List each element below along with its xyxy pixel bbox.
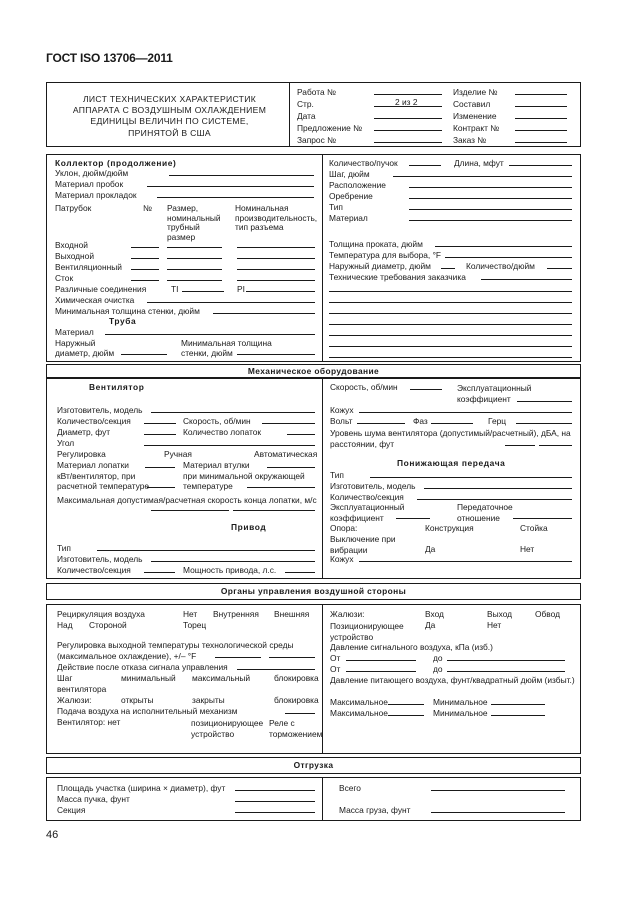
proposal-label: Предложение № — [297, 123, 363, 133]
bundle-mass-field[interactable] — [235, 794, 315, 802]
vibration-yes-option[interactable]: Да — [425, 544, 436, 554]
total-label: Всего — [339, 783, 361, 793]
reducer-ratio-field[interactable] — [513, 511, 572, 519]
phase-label: Фаз — [413, 416, 428, 426]
customer-req-line-3[interactable] — [329, 295, 572, 303]
drain-no-field[interactable] — [131, 273, 159, 281]
date-field[interactable] — [374, 111, 442, 119]
fan-speed-field[interactable] — [262, 416, 315, 424]
noise-design-field[interactable] — [539, 438, 572, 446]
proposal-field[interactable] — [374, 123, 442, 131]
chemical-cleaning-field[interactable] — [147, 295, 315, 303]
drive-casing-field[interactable] — [359, 405, 572, 413]
signal-from-field-2[interactable] — [346, 664, 416, 672]
mechanical-section-title: Механическое оборудование — [247, 366, 380, 376]
reducer-service-label: Эксплуатационный коэффициент — [330, 502, 405, 523]
noise-label: Уровень шума вентилятора (допустимый/расчетный), дБА, на расстоянии, фут — [330, 428, 571, 449]
outlet-temp-field-2[interactable] — [269, 650, 315, 658]
sheet-title: ЛИСТ ТЕХНИЧЕСКИХ ХАРАКТЕРИСТИК АППАРАТА С ВОЗДУШНЫМ ОХЛАЖДЕНИЕМ ЕДИНИЦЫ ВЕЛИЧИН ПО СИСТЕМЕ, ПРИНЯТОЙ В США — [72, 94, 267, 138]
material-field[interactable] — [409, 213, 572, 221]
actuator-air-field[interactable] — [285, 706, 315, 714]
page-value: 2 из 2 — [395, 97, 418, 107]
pitch-lock-option[interactable]: блокировка — [274, 673, 319, 683]
failure-action-label: Действие после отказа сигнала управления — [57, 662, 228, 672]
signal-to-label: до — [433, 653, 443, 663]
mechanical-title-bar — [46, 364, 581, 378]
drain-label: Сток — [55, 273, 74, 283]
supply-max-label: Максимальное — [330, 697, 388, 707]
support-label: Опора: — [330, 523, 358, 533]
rolled-thickness-label: Толщина проката, дюйм — [329, 239, 423, 249]
collector-heading: Коллектор (продолжение) — [55, 158, 177, 168]
reducer-service-field[interactable] — [396, 511, 430, 519]
material-label: Материал — [329, 213, 368, 223]
drive-count-field[interactable] — [144, 565, 175, 573]
date-label: Дата — [297, 111, 316, 121]
drive-casing-label: Кожух — [330, 405, 354, 415]
blade-material-label: Материал лопатки — [57, 460, 129, 470]
outlet-no-field[interactable] — [131, 251, 159, 259]
customer-req-line-6[interactable] — [329, 328, 572, 336]
phase-field[interactable] — [431, 416, 473, 424]
construction-option[interactable]: Конструкция — [425, 523, 474, 533]
signal-from-label: От — [330, 653, 341, 663]
fan-speed-label: Скорость, об/мин — [183, 416, 251, 426]
outlet-label: Выходной — [55, 251, 95, 261]
signal-to-field-2[interactable] — [447, 664, 565, 672]
recirc-external-option[interactable]: Внешняя — [274, 609, 310, 619]
fan-maker-field[interactable] — [151, 405, 315, 413]
nozzle-no-label: № — [143, 203, 152, 213]
airside-title-bar — [46, 583, 581, 600]
failure-action-field[interactable] — [237, 662, 315, 670]
reducer-type-label: Тип — [330, 470, 344, 480]
type-label: Тип — [329, 202, 343, 212]
supply-min-field-2[interactable] — [491, 708, 545, 716]
drive-service-factor-label: Эксплуатационный коэффициент — [457, 383, 532, 404]
length-field[interactable] — [509, 158, 572, 166]
fan-diameter-field[interactable] — [144, 427, 176, 435]
customer-req-line-7[interactable] — [329, 339, 572, 347]
volt-label: Вольт — [330, 416, 353, 426]
shipping-title-bar — [46, 757, 581, 774]
pi-field[interactable] — [246, 284, 315, 292]
louvers-closed-option[interactable]: закрыты — [192, 695, 225, 705]
revision-field[interactable] — [515, 111, 567, 119]
louvers-bypass-option[interactable]: Обвод — [535, 609, 561, 619]
reducer-ratio-label: Передаточное отношение — [457, 502, 513, 523]
hub-material-label: Материал втулки — [183, 460, 250, 470]
signal-to-label-2: до — [433, 664, 443, 674]
inlet-size-field[interactable] — [167, 240, 222, 248]
pitch-min-option[interactable]: минимальный — [121, 673, 176, 683]
customer-requirements-label: Технические требования заказчика — [329, 272, 466, 282]
drive-type-label: Тип — [57, 543, 71, 553]
outlet-rating-field[interactable] — [237, 251, 315, 259]
layout-label: Расположение — [329, 180, 386, 190]
recirc-internal-option[interactable]: Внутренняя — [213, 609, 259, 619]
tube-material-field[interactable] — [105, 327, 315, 335]
revision-label: Изменение — [453, 111, 497, 121]
prepared-by-label: Составил — [453, 99, 491, 109]
tube-min-wall-field[interactable] — [237, 347, 315, 355]
section-field[interactable] — [235, 805, 315, 813]
inquiry-label: Запрос № — [297, 135, 337, 145]
misc-connections-label: Различные соединения — [55, 284, 147, 294]
reducer-maker-label: Изготовитель, модель — [330, 481, 416, 491]
slope-field[interactable] — [169, 168, 314, 176]
kw-design-field[interactable] — [147, 480, 175, 488]
selection-temp-label: Температура для выбора, °F — [329, 250, 442, 260]
reducer-count-label: Количество/секция — [330, 492, 404, 502]
hertz-field[interactable] — [516, 416, 572, 424]
page-number: 46 — [46, 829, 59, 841]
order-label: Заказ № — [453, 135, 487, 145]
supply-max-field[interactable] — [388, 697, 424, 705]
angle-field[interactable] — [144, 438, 315, 446]
reducer-count-field[interactable] — [417, 492, 572, 500]
signal-to-field[interactable] — [447, 653, 565, 661]
louvers-outlet-option[interactable]: Выход — [487, 609, 513, 619]
supply-min-label-2: Минимальное — [433, 708, 488, 718]
outlet-temp-control-label: Регулировка выходной температуры технологической среды (максимальное охлаждение), +/– °F — [57, 640, 294, 662]
customer-req-line-8[interactable] — [329, 350, 572, 358]
inlet-no-field[interactable] — [131, 240, 159, 248]
count-per-inch-field[interactable] — [547, 261, 572, 269]
fins-label: Оребрение — [329, 191, 373, 201]
reducer-casing-field[interactable] — [359, 554, 572, 562]
recirc-over-option[interactable]: Над — [57, 620, 73, 630]
contract-field[interactable] — [515, 123, 567, 131]
cargo-mass-label: Масса груза, фунт — [339, 805, 411, 815]
plug-material-label: Материал пробок — [55, 179, 124, 189]
reducer-casing-label: Кожух — [330, 554, 354, 564]
plot-area-field[interactable] — [235, 783, 315, 791]
torque-relay-option[interactable]: Реле с торможением — [269, 718, 323, 740]
type-field[interactable] — [409, 202, 572, 210]
supply-max-field-2[interactable] — [388, 708, 424, 716]
length-label: Длина, мфут — [454, 158, 504, 168]
supply-pressure-label: Давление питающего воздуха, фунт/квадратный дюйм (избыт.) — [330, 675, 575, 685]
louvers-inlet-option[interactable]: Вход — [425, 609, 444, 619]
outlet-temp-field-1[interactable] — [215, 650, 261, 658]
supply-min-field[interactable] — [491, 697, 545, 705]
vibration-switch-label: Выключение при вибрации — [330, 534, 396, 555]
blade-count-field[interactable] — [287, 427, 315, 435]
pitch-max-option[interactable]: максимальный — [192, 673, 251, 683]
drive-count-label: Количество/секция — [57, 565, 131, 575]
plug-material-field[interactable] — [147, 179, 314, 187]
reducer-heading: Понижающая передача — [397, 458, 506, 468]
pi-label: PI — [237, 284, 245, 294]
max-tip-speed-allow[interactable] — [151, 503, 229, 511]
manual-option[interactable]: Ручная — [164, 449, 192, 459]
drive-service-factor-field[interactable] — [517, 394, 572, 402]
vibration-no-option[interactable]: Нет — [520, 544, 535, 554]
cargo-mass-field[interactable] — [431, 805, 565, 813]
regulation-label: Регулировка — [57, 449, 106, 459]
chemical-cleaning-label: Химическая очистка — [55, 295, 135, 305]
count-per-bundle-field[interactable] — [409, 158, 441, 166]
gasket-material-field[interactable] — [157, 190, 314, 198]
plot-area-label: Площадь участка (ширина × диаметр), фут — [57, 783, 226, 793]
louvers-lock-option[interactable]: блокировка — [274, 695, 319, 705]
kw-per-fan-label: кВт/вентилятор, при расчетной температуре — [57, 471, 150, 491]
document-header: ГОСТ ISO 13706—2011 — [46, 51, 173, 65]
drive-power-label: Мощность привода, л.с. — [183, 565, 277, 575]
nozzle-size-header: Размер, номинальный трубный размер — [167, 203, 221, 242]
drive-power-field[interactable] — [285, 565, 315, 573]
vent-rating-field[interactable] — [237, 262, 315, 270]
gasket-material-label: Материал прокладок — [55, 190, 137, 200]
drive-speed-field[interactable] — [410, 382, 442, 390]
kw-min-ambient-field[interactable] — [247, 480, 315, 488]
fan-diameter-label: Диаметр, фут — [57, 427, 111, 437]
page-label: Стр. — [297, 99, 314, 109]
positioner-device-label: Позиционирующее устройство — [330, 621, 404, 642]
drive-heading: Привод — [231, 522, 267, 532]
louvers-label: Жалюзи: — [57, 695, 92, 705]
vent-label: Вентиляционный — [55, 262, 122, 272]
max-tip-speed-design[interactable] — [233, 503, 315, 511]
min-wall-label: Минимальная толщина стенки, дюйм — [55, 306, 200, 316]
actuator-air-label: Подача воздуха на исполнительный механизм — [57, 706, 238, 716]
hub-material-field[interactable] — [267, 460, 315, 468]
drive-maker-field[interactable] — [151, 554, 315, 562]
stand-option[interactable]: Стойка — [520, 523, 548, 533]
max-tip-speed-label: Максимальная допустимая/расчетная скорость конца лопатки, м/с — [57, 495, 317, 505]
total-field[interactable] — [431, 783, 565, 791]
nozzle-rating-header: Номинальная производительность, тип разъема — [235, 203, 318, 233]
rolled-thickness-field[interactable] — [435, 239, 572, 247]
order-field[interactable] — [515, 135, 567, 143]
fan-heading: Вентилятор — [89, 382, 145, 392]
positioner-no-option[interactable]: Нет — [487, 620, 502, 630]
shipping-section — [46, 777, 581, 821]
louvers-right-label: Жалюзи: — [330, 609, 365, 619]
positioner-yes-option[interactable]: Да — [425, 620, 436, 630]
airside-section — [46, 604, 581, 754]
title-block — [46, 82, 581, 147]
vent-size-field[interactable] — [167, 262, 222, 270]
supply-min-label: Минимальное — [433, 697, 488, 707]
drive-speed-label: Скорость, об/мин — [330, 382, 398, 392]
vent-no-field[interactable] — [131, 262, 159, 270]
volt-field[interactable] — [357, 416, 405, 424]
reducer-maker-field[interactable] — [424, 481, 572, 489]
prepared-by-field[interactable] — [515, 99, 567, 107]
outer-diameter-field[interactable] — [121, 347, 167, 355]
customer-req-line-1[interactable] — [481, 272, 572, 280]
job-number-field[interactable] — [374, 87, 442, 95]
pitch-label: Шаг, дюйм — [329, 169, 370, 179]
outer-diameter-label: Наружный диаметр, дюйм — [55, 338, 115, 358]
tube-outer-dia-field[interactable] — [441, 261, 455, 269]
angle-label: Угол — [57, 438, 75, 448]
shipping-section-title: Отгрузка — [293, 760, 334, 770]
supply-max-label-2: Максимальное — [330, 708, 388, 718]
item-field[interactable] — [515, 87, 567, 95]
fan-maker-label: Изготовитель, модель — [57, 405, 143, 415]
section-label: Секция — [57, 805, 86, 815]
signal-from-field[interactable] — [346, 653, 416, 661]
item-label: Изделие № — [453, 87, 498, 97]
collector-tube-section — [46, 154, 581, 362]
signal-from-label-2: От — [330, 664, 341, 674]
layout-field[interactable] — [409, 180, 572, 188]
inquiry-field[interactable] — [374, 135, 442, 143]
drain-rating-field[interactable] — [237, 273, 315, 281]
recirc-none-option[interactable]: Нет — [183, 609, 198, 619]
signal-pressure-label: Давление сигнального воздуха, кПа (изб.) — [330, 642, 493, 652]
job-number-label: Работа № — [297, 87, 336, 97]
contract-label: Контракт № — [453, 123, 500, 133]
inlet-rating-field[interactable] — [237, 240, 315, 248]
drive-type-field[interactable] — [97, 543, 315, 551]
nozzle-label: Патрубок — [55, 203, 92, 213]
recirculation-label: Рециркуляция воздуха — [57, 609, 145, 619]
bundle-mass-label: Масса пучка, фунт — [57, 794, 130, 804]
tube-material-label: Материал — [55, 327, 94, 337]
fan-positioner-option[interactable]: позиционирующее устройство — [191, 718, 264, 740]
tube-min-wall-label: Минимальная толщина стенки, дюйм — [181, 338, 272, 358]
ti-label: TI — [171, 284, 179, 294]
drain-size-field[interactable] — [167, 273, 222, 281]
outlet-size-field[interactable] — [167, 251, 222, 259]
blade-material-field[interactable] — [145, 460, 175, 468]
mechanical-section — [46, 378, 581, 579]
count-per-inch-label: Количество/дюйм — [466, 261, 535, 271]
reducer-type-field[interactable] — [370, 470, 572, 478]
ti-field[interactable] — [182, 284, 224, 292]
tube-heading: Труба — [109, 316, 137, 326]
count-per-bundle-label: Количество/пучок — [329, 158, 398, 168]
recirc-end-option[interactable]: Торец — [183, 620, 207, 630]
kw-min-ambient-label: при минимальной окружающей температуре — [183, 471, 305, 491]
customer-req-line-2[interactable] — [329, 284, 572, 292]
fan-none-option[interactable]: Вентилятор: нет — [57, 717, 121, 727]
min-wall-field[interactable] — [213, 306, 315, 314]
slope-label: Уклон, дюйм/дюйм — [55, 168, 129, 178]
hertz-label: Герц — [488, 416, 507, 426]
recirc-side-option[interactable]: Стороной — [89, 620, 127, 630]
noise-allow-field[interactable] — [505, 438, 535, 446]
customer-req-line-5[interactable] — [329, 317, 572, 325]
fan-count-label: Количество/секция — [57, 416, 131, 426]
drive-maker-label: Изготовитель, модель — [57, 554, 143, 564]
automatic-option[interactable]: Автоматическая — [254, 449, 318, 459]
customer-req-line-4[interactable] — [329, 306, 572, 314]
fan-pitch-label: Шаг — [57, 673, 73, 683]
pitch-field[interactable] — [393, 169, 572, 177]
fins-field[interactable] — [409, 191, 572, 199]
louvers-open-option[interactable]: открыты — [121, 695, 154, 705]
airside-section-title: Органы управления воздушной стороны — [220, 586, 407, 596]
inlet-label: Входной — [55, 240, 88, 250]
blade-count-label: Количество лопаток — [183, 427, 262, 437]
fan-count-field[interactable] — [144, 416, 176, 424]
tube-outer-dia-label: Наружный диаметр, дюйм — [329, 261, 431, 271]
selection-temp-field[interactable] — [445, 250, 572, 258]
fan-pitch-label-2: вентилятора — [57, 684, 107, 694]
